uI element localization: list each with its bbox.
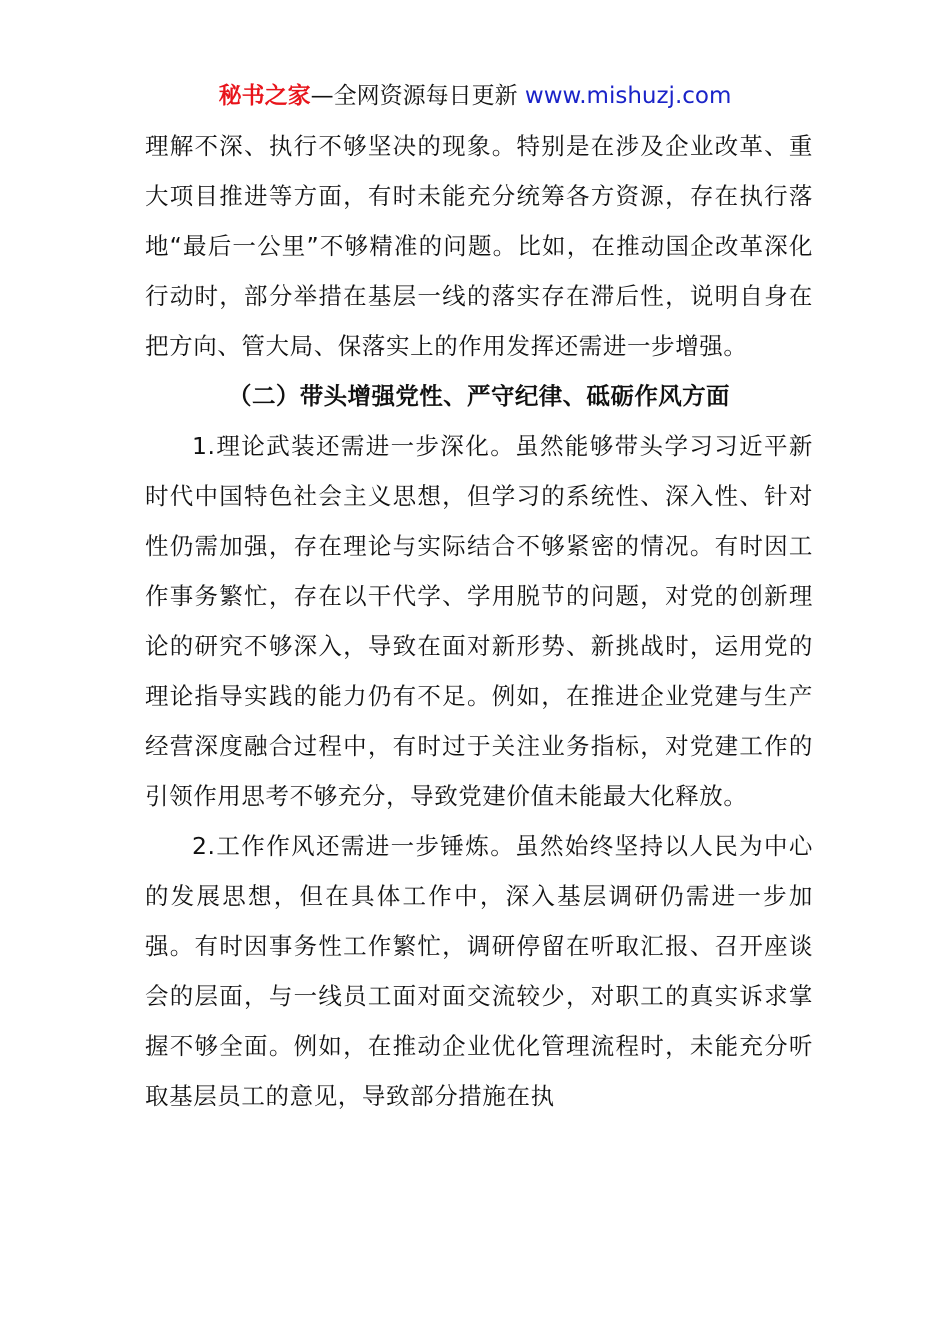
section-heading: （二）带头增强党性、严守纪律、砥砺作风方面 (228, 382, 730, 410)
header-tagline: —全网资源每日更新 (310, 83, 525, 109)
paragraph-continued: 理解不深、执行不够坚决的现象。特别是在涉及企业改革、重大项目推进等方面，有时未能充分统筹各方资源，存在执行落地“最后一公里”不够精准的问题。比如，在推动国企改革深化行动时，部分举措在基层一线的落实存在滞后性，说明自身在把方向、管大局、保落实上的作用发挥还需进一步增强。 (145, 132, 813, 360)
site-header (0, 80, 950, 112)
paragraph-work-style: 2.工作作风还需进一步锤炼。虽然始终坚持以人民为中心的发展思想，但在具体工作中，深入基层调研仍需进一步加强。有时因事务性工作繁忙，调研停留在听取汇报、召开座谈会的层面，与一线员工面对面交流较少，对职工的真实诉求掌握不够全面。例如，在推动企业优化管理流程时，未能充分听取基层员工的意见，导致部分措施在执 (145, 832, 813, 1110)
site-url-link[interactable]: www.mishuzj.com (524, 83, 732, 109)
brand-name: 秘书之家 (218, 83, 311, 109)
document-body (145, 121, 813, 1121)
paragraph-theory: 1.理论武装还需进一步深化。虽然能够带头学习习近平新时代中国特色社会主义思想，但学习的系统性、深入性、针对性仍需加强，存在理论与实际结合不够紧密的情况。有时因工作事务繁忙，存在以干代学、学用脱节的问题，对党的创新理论的研究不够深入，导致在面对新形势、新挑战时，运用党的理论指导实践的能力仍有不足。例如，在推进企业党建与生产经营深度融合过程中，有时过于关注业务指标，对党建工作的引领作用思考不够充分，导致党建价值未能最大化释放。 (145, 432, 813, 810)
